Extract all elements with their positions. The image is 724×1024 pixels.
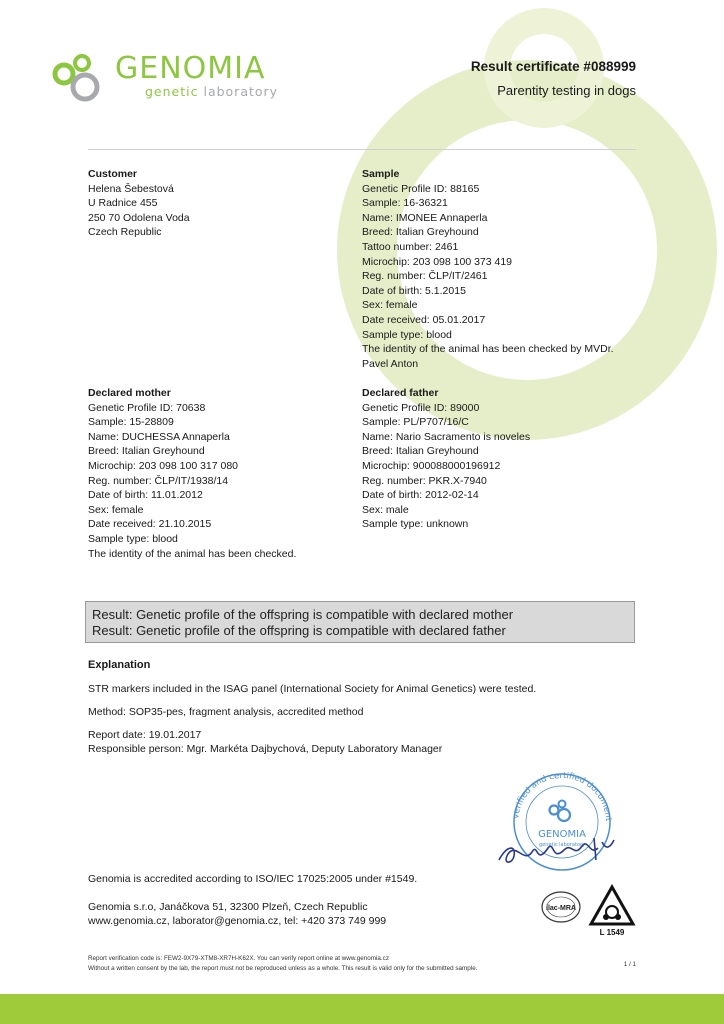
sample-line: Breed: Italian Greyhound (362, 226, 479, 239)
father-line: Date of birth: 2012-02-14 (362, 489, 479, 502)
mother-line: Reg. number: ČLP/IT/1938/14 (88, 474, 229, 487)
cai-label: L 1549 (599, 928, 625, 937)
stamp-name: GENOMIA (538, 829, 586, 840)
brand-subtitle (145, 85, 278, 99)
sample-line: Reg. number: ČLP/IT/2461 (362, 270, 488, 283)
customer-line: Czech Republic (88, 226, 162, 239)
customer-line: U Radnice 455 (88, 197, 158, 210)
father-line: Sample type: unknown (362, 518, 469, 531)
explanation-method: Method: SOP35-pes, fragment analysis, accredited method (88, 706, 364, 718)
customer-heading: Customer (88, 168, 138, 180)
brand-subtitle-genetic: genetic (145, 84, 199, 99)
cai-accreditation-logo (588, 884, 636, 940)
sample-line: Tattoo number: 2461 (362, 240, 459, 253)
accreditation-note: Genomia is accredited according to ISO/IEC 17025:2005 under #1549. (88, 873, 418, 885)
report-date: Report date: 19.01.2017 (88, 729, 202, 741)
father-line: Microchip: 900088000196912 (362, 459, 501, 472)
father-line: Sex: male (362, 503, 409, 516)
bottom-bar (0, 994, 724, 1024)
sample-line: Date of birth: 5.1.2015 (362, 284, 466, 297)
sample-line: Sample type: blood (362, 328, 452, 341)
ilac-mra-logo (540, 890, 582, 924)
father-line: Name: Nario Sacramento is noveles (362, 430, 531, 443)
sample-line: The identity of the animal has been checked by MVDr. (362, 343, 614, 356)
mother-line: Microchip: 203 098 100 317 080 (88, 459, 239, 472)
stamp-ring-text: verified and certified document (511, 770, 614, 822)
company-address: Genomia s.r.o, Janáčkova 51, 32300 Plzeň, Czech Republic (88, 901, 368, 913)
sample-line: Name: IMONEE Annaperla (362, 211, 488, 224)
customer-line: Helena Šebestová (88, 182, 174, 195)
svg-text:verified and certified documen (511, 771, 613, 822)
customer-line: 250 70 Odolena Voda (88, 211, 190, 224)
father-line: Breed: Italian Greyhound (362, 445, 479, 458)
mother-line: Name: DUCHESSA Annaperla (88, 430, 230, 443)
explanation-markers: STR markers included in the ISAG panel (International Society for Animal Genetics) were tested. (88, 683, 537, 695)
genomia-logo-icon (52, 52, 112, 106)
customer-block (88, 167, 338, 240)
verification-stamp (494, 768, 634, 873)
sample-line: Genetic Profile ID: 88165 (362, 182, 480, 195)
brand-subtitle-laboratory: laboratory (203, 84, 279, 99)
page-number: 1 / 1 (623, 961, 636, 968)
verification-code: Report verification code is: FEW2-9X79-XTM8-XR7H-K62X. You can verify report online at www.genomia.cz (88, 955, 389, 962)
sample-line: Microchip: 203 098 100 373 419 (362, 255, 513, 268)
brand-name: GENOMIA (115, 51, 266, 86)
sample-heading: Sample (362, 168, 400, 180)
mother-line: Sample: 15-28809 (88, 416, 174, 429)
mother-line: Breed: Italian Greyhound (88, 445, 205, 458)
stamp-logo-icon (550, 801, 571, 822)
mother-line: Date received: 21.10.2015 (88, 518, 212, 531)
sample-block (362, 167, 652, 371)
mother-heading: Declared mother (88, 387, 171, 399)
header-separator (88, 149, 636, 150)
father-line: Reg. number: PKR.X-7940 (362, 474, 487, 487)
father-heading: Declared father (362, 387, 439, 399)
father-line: Genetic Profile ID: 89000 (362, 401, 480, 414)
father-line: Sample: PL/P707/16/C (362, 416, 469, 429)
reproduction-disclaimer: Without a written consent by the lab, the report must not be reproduced unless as a whole. This result is valid only for the submitted sample. (88, 965, 478, 972)
mother-line: Sex: female (88, 503, 144, 516)
responsible-person: Responsible person: Mgr. Markéta Dajbychová, Deputy Laboratory Manager (88, 743, 443, 755)
mother-line: The identity of the animal has been checked. (88, 547, 297, 560)
mother-line: Sample type: blood (88, 532, 178, 545)
father-block (362, 386, 642, 532)
certificate-title: Result certificate #088999 (470, 59, 636, 74)
sample-line: Sex: female (362, 299, 418, 312)
explanation-heading: Explanation (88, 659, 151, 671)
stamp-sub: genetic laboratory (538, 842, 586, 848)
result-father: Result: Genetic profile of the offspring is compatible with declared father (92, 623, 506, 638)
mother-block (88, 386, 348, 561)
mother-line: Genetic Profile ID: 70638 (88, 401, 206, 414)
sample-line: Pavel Anton (362, 357, 419, 370)
ilac-mra-label: ilac-MRA (546, 905, 576, 912)
mother-line: Date of birth: 11.01.2012 (88, 489, 203, 502)
result-mother: Result: Genetic profile of the offspring is compatible with declared mother (92, 607, 514, 622)
sample-line: Date received: 05.01.2017 (362, 313, 486, 326)
company-contact: www.genomia.cz, laborator@genomia.cz, tel: +420 373 749 999 (88, 915, 387, 927)
sample-line: Sample: 16-36321 (362, 197, 448, 210)
certificate-subtitle: Parentity testing in dogs (497, 83, 636, 98)
result-box (85, 601, 635, 643)
